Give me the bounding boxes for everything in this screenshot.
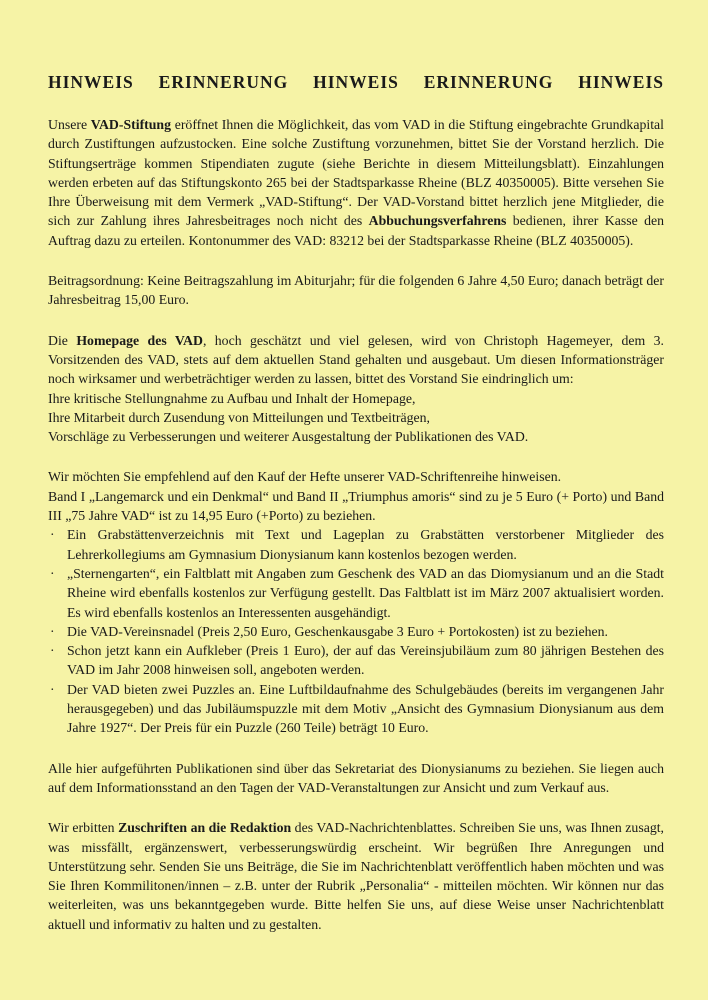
paragraph-stiftung (48, 115, 664, 250)
publication-intro: Wir möchten Sie empfehlend auf den Kauf der Hefte unserer VAD-Schriftenreihe hinweisen. (48, 469, 562, 485)
list-item: · Ein Grabstättenverzeichnis mit Text und Lageplan zu Grabstätten verstorbener Mitglieder des Lehrerkollegiums am Gymnasium Dionysianum kann kostenlos bezogen werden. (48, 525, 664, 564)
publication-list (48, 525, 664, 737)
text: Unsere (48, 117, 91, 132)
heading-word: HINWEIS (313, 72, 399, 92)
text: Die (48, 332, 77, 348)
paragraph-bezug: Alle hier aufgeführten Publikationen sind über das Sekretariat des Dionysianums zu beziehen. Sie liegen auch auf dem Informationsstand an den Tagen der VAD-Veranstaltungen zur Ansicht und zum Verkauf aus. (48, 760, 664, 795)
publication-intro: Band I „Langemarck und ein Denkmal“ und Band II „Triumphus amoris“ sind zu je 5 Euro (+ Porto) und Band III „75 Jahre VAD“ ist zu 14,95 Euro (+Porto) zu beziehen. (48, 488, 664, 524)
bold-text: VAD-Stiftung (90, 117, 172, 132)
paragraph-publikationen (48, 467, 664, 737)
text: bedienen, ihrer Kasse den Auftrag dazu zu erteilen. Kontonummer des VAD: 83212 bei der Stadtsparkasse Rheine (BLZ 40350005). (48, 213, 664, 248)
heading-word: ERINNERUNG (423, 72, 554, 92)
list-item: · Schon jetzt kann ein Aufkleber (Preis 1 Euro), der auf das Vereinsjubiläum zum 80 jährigen Bestehen des VAD im Jahr 2008 hinweisen soll, angeboten werden. (48, 641, 664, 680)
homepage-line: Vorschläge zu Verbesserungen und weiterer Ausgestaltung der Publikationen des VAD. (48, 429, 529, 445)
paragraph-homepage (48, 331, 664, 447)
paragraph-redaktion (48, 818, 664, 934)
bold-text: Homepage des VAD (76, 332, 203, 348)
text: des VAD-Nachrichtenblattes. Schreiben Sie uns, was Ihnen zusagt, was missfällt, ergänzenswert, verbesserungswürdig erscheint. Wir begrüßen Ihre Anregungen und Unterstützung sehr. Senden Sie uns Beiträge, die Sie im Nachrichtenblatt veröffentlich haben möchten und was Sie Ihren Kommilitonen/innen – z.B. unter der Rubrik „Personalia“ - mitteilen möchten. Wir können nur das weiterleiten, was uns bekanntgegeben wurde. Bitte helfen Sie uns, auf diese Weise unser Nachrichtenblatt aktuell und informativ zu halten und zu gestalten. (48, 820, 664, 932)
paragraph-beitragsordnung: Beitragsordnung: Keine Beitragszahlung im Abiturjahr; für die folgenden 6 Jahre 4,50 Euro; danach beträgt der Jahresbeitrag 15,00 Euro. (48, 273, 664, 308)
homepage-line: Ihre kritische Stellungnahme zu Aufbau und Inhalt der Homepage, (48, 390, 416, 406)
homepage-line: Ihre Mitarbeit durch Zusendung von Mitteilungen und Textbeiträgen, (48, 409, 430, 425)
notice-heading (48, 72, 664, 93)
homepage-text (48, 331, 664, 389)
bold-text: Abbuchungsverfahrens (368, 213, 507, 229)
bold-text: Zuschriften an die Redaktion (118, 820, 292, 836)
list-item: · Der VAD bieten zwei Puzzles an. Eine Luftbildaufnahme des Schulgebäudes (bereits im vergangenen Jahr herausgegeben) und das Jubiläumspuzzle mit dem Motiv „Ansicht des Gymnasium Dionysianum aus dem Jahre 1927“. Der Preis für ein Puzzle (260 Teile) beträgt 10 Euro. (48, 680, 664, 738)
heading-word: ERINNERUNG (158, 72, 289, 92)
text: Wir erbitten (48, 820, 119, 836)
list-item: · „Sternengarten“, ein Faltblatt mit Angaben zum Geschenk des VAD an das Diomysianum und an die Stadt Rheine wird ebenfalls kostenlos zur Verfügung gestellt. Das Faltblatt ist im März 2007 aktualisiert worden. Es wird ebenfalls kostenlos an Interessenten ausgehändigt. (48, 564, 664, 622)
text: eröffnet Ihnen die Möglichkeit, das vom VAD in die Stiftung eingebrachte Grundkapital durch Zustiftungen aufzustocken. Eine solche Zustiftung vorzunehmen, bittet Sie der Vorstand herzlich. Die Stiftungserträge kommen Stipendiaten zugute (siehe Berichte in diesem Mitteilungsblatt). Einzahlungen werden erbeten auf das Stiftungskonto 265 bei der Stadtsparkasse Rheine (BLZ 40350005). Bitte versehen Sie Ihre Überweisung mit dem Vermerk „VAD-Stiftung“. Der VAD-Vorstand bittet herzlich jene Mitglieder, die sich zur Zahlung ihres Jahresbeitrages noch nicht des (48, 117, 664, 229)
list-item: · Die VAD-Vereinsnadel (Preis 2,50 Euro, Geschenkausgabe 3 Euro + Portokosten) ist zu beziehen. (48, 622, 664, 641)
heading-word: HINWEIS (48, 72, 134, 92)
text: , hoch geschätzt und viel gelesen, wird von Christoph Hagemeyer, dem 3. Vorsitzenden des VAD, stets auf dem aktuellen Stand gehalten und ausgebaut. Um diesen Informationsträger noch wirksamer und werbeträchtiger werden zu lassen, bittet des Vorstand Sie eindringlich um: (48, 332, 664, 387)
heading-word: HINWEIS (578, 72, 664, 92)
